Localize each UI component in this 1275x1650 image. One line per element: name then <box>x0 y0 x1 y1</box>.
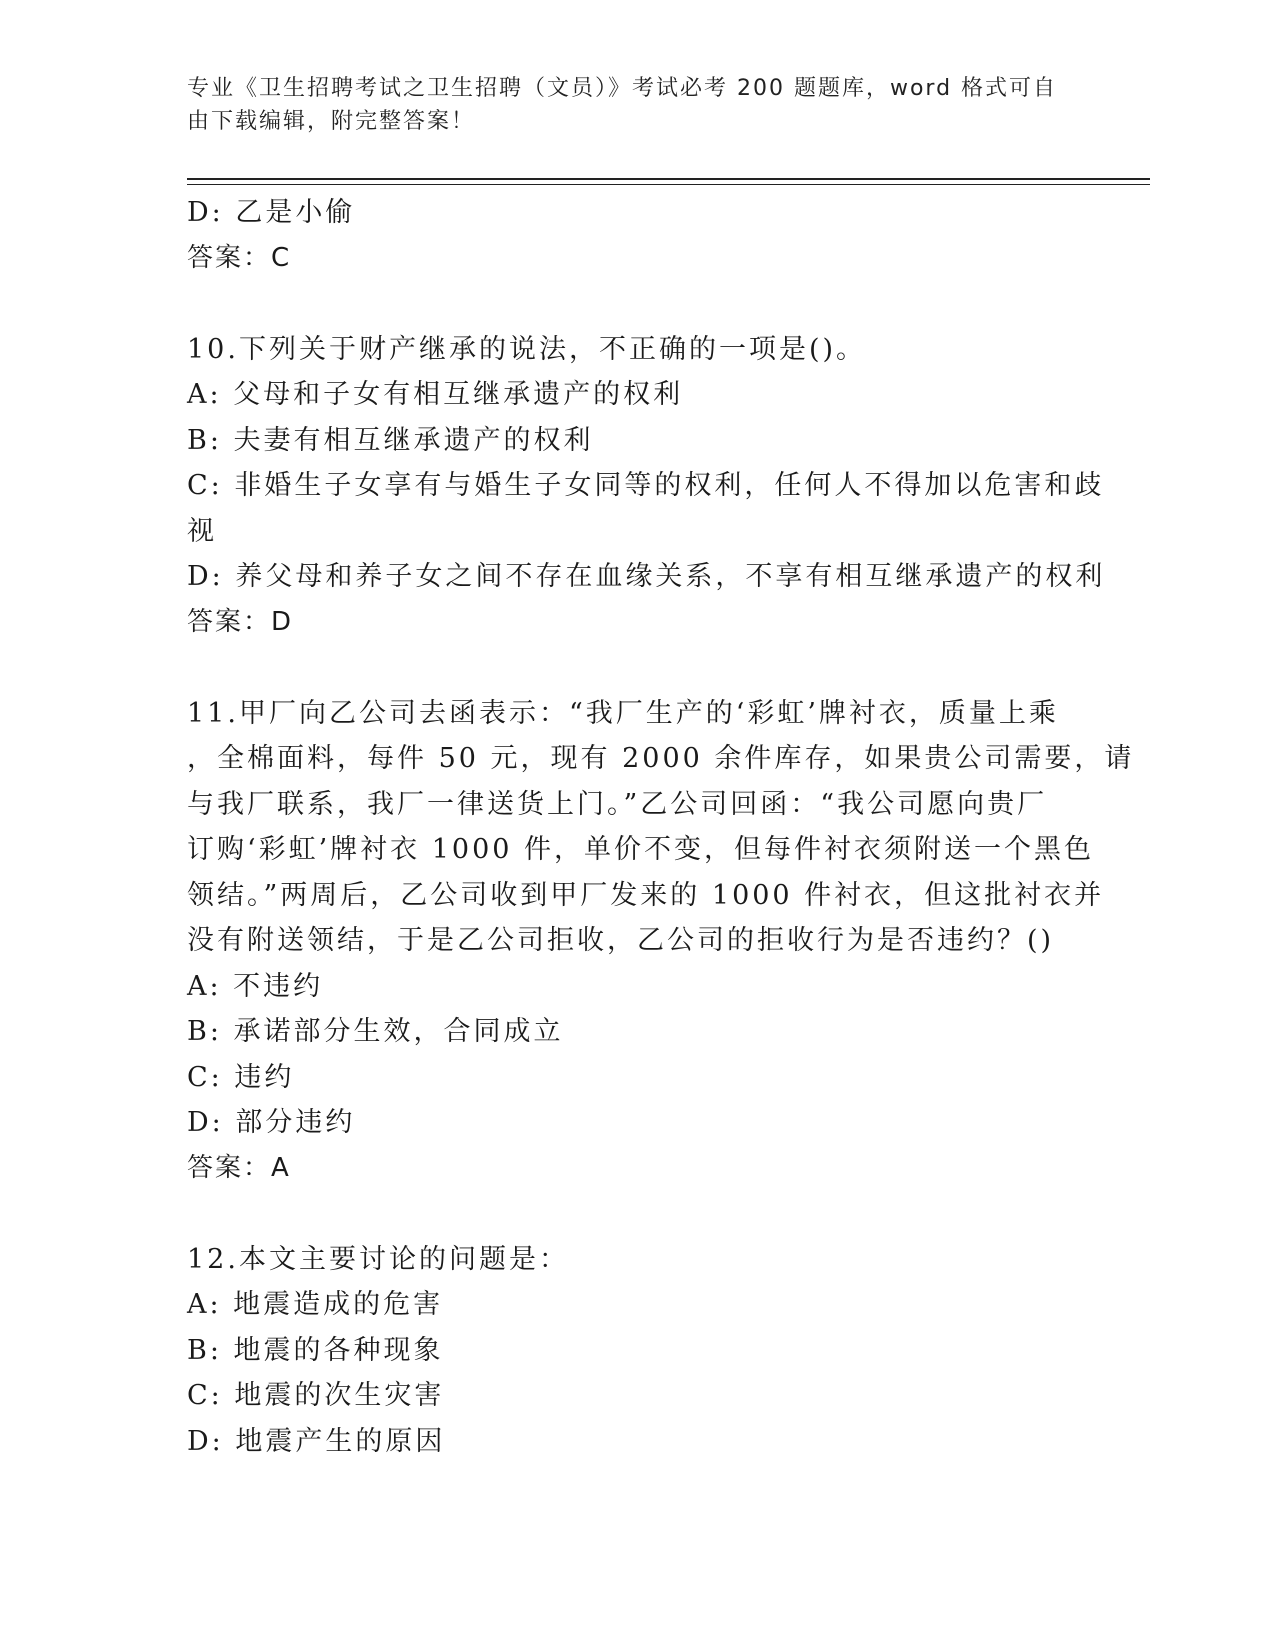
question-stem-line-3: 与我厂联系，我厂一律送货上门。”乙公司回函：“我公司愿向贵厂 <box>187 788 1048 820</box>
header-line-2: 由下载编辑，附完整答案！ <box>187 109 476 134</box>
question-stem-line-4: 订购‘彩虹’牌衬衣 1000 件，单价不变，但每件衬衣须附送一个黑色 <box>187 834 1095 865</box>
option-a: A: 不违约 <box>187 970 324 1002</box>
answer-line: 答案：D <box>187 606 294 637</box>
question-stem-line-1: 11.甲厂向乙公司去函表示：“我厂生产的‘彩虹’牌衬衣，质量上乘 <box>187 697 1059 729</box>
option-d: D: 地震产生的原因 <box>187 1425 446 1457</box>
question-stem: 12.本文主要讨论的问题是： <box>187 1243 569 1275</box>
option-d: D: 乙是小偷 <box>187 197 356 228</box>
option-c: C: 违约 <box>187 1061 295 1093</box>
header-line-1: 专业《卫生招聘考试之卫生招聘（文员）》考试必考 200 题题库，word 格式可自 <box>187 76 1058 101</box>
header-divider-thin <box>187 184 1150 185</box>
option-c-continued: 视 <box>187 515 217 547</box>
question-11 <box>187 691 1135 1192</box>
option-b: B: 承诺部分生效，合同成立 <box>187 1016 564 1047</box>
previous-question-tail <box>187 190 1087 281</box>
question-stem-line-5: 领结。”两周后，乙公司收到甲厂发来的 1000 件衬衣，但这批衬衣并 <box>187 879 1105 911</box>
option-a: A: 地震造成的危害 <box>187 1289 444 1320</box>
option-b: B: 地震的各种现象 <box>187 1334 444 1366</box>
option-b: B: 夫妻有相互继承遗产的权利 <box>187 424 594 456</box>
spacer <box>187 645 1087 691</box>
question-12 <box>187 1237 1087 1465</box>
header-divider-thick <box>187 178 1150 180</box>
spacer <box>187 1191 1087 1237</box>
option-c: C: 非婚生子女享有与婚生子女同等的权利，任何人不得加以危害和歧 <box>187 470 1105 501</box>
question-stem-line-6: 没有附送领结，于是乙公司拒收，乙公司的拒收行为是否违约？() <box>187 925 1055 956</box>
option-d: D: 养父母和养子女之间不存在血缘关系，不享有相互继承遗产的权利 <box>187 561 1106 592</box>
option-c: C: 地震的次生灾害 <box>187 1380 445 1411</box>
document-header <box>187 72 1067 138</box>
question-stem-line-2: ，全棉面料，每件 50 元，现有 2000 余件库存，如果贵公司需要，请 <box>187 743 1135 774</box>
document-body <box>187 190 1135 1464</box>
answer-line: 答案：A <box>187 1152 291 1183</box>
option-d: D: 部分违约 <box>187 1107 356 1138</box>
option-a: A: 父母和子女有相互继承遗产的权利 <box>187 379 684 410</box>
question-10 <box>187 327 1106 646</box>
question-stem: 10.下列关于财产继承的说法，不正确的一项是()。 <box>187 333 867 365</box>
spacer <box>187 281 1087 327</box>
answer-line: 答案：C <box>187 242 292 273</box>
